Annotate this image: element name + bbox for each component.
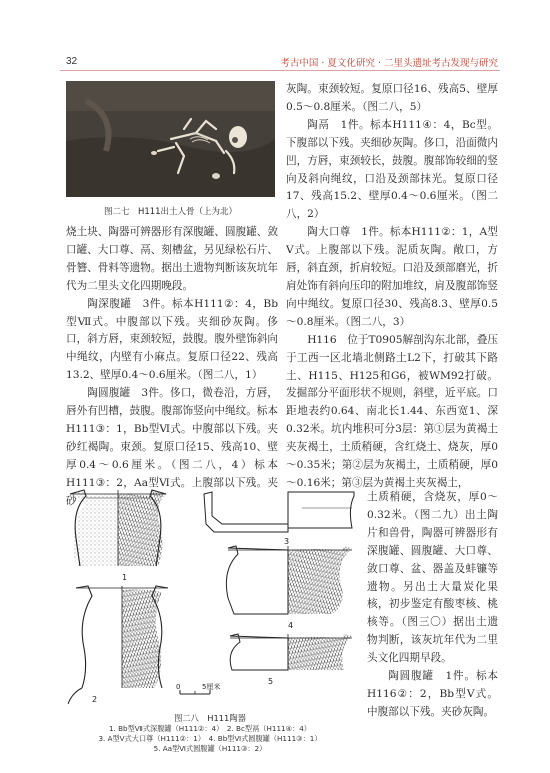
left-paragraph-3: 陶圆腹罐 3件。侈口，微卷沿，方唇，唇外有凹槽，鼓腹。腹部饰竖向中绳纹。标本H111③：1，Bb型Ⅵ式。中腹部以下残。夹砂红褐陶。束颈。复原口径15、残高10、壁厚0.4～0.6厘米。（图二八，4）标本H111③：2，Aa型Ⅵ式。上腹部以下残。夹砂 (66, 387, 278, 507)
right-paragraph-4: H116 位于T0905解剖沟东北部，叠压于工西一区北墙北侧路土L2下，打破其下路土、H115、H125和G6，被WM92打破。发掘部分平面形状不规则，斜壁，近平底。口距地表约0.64、南北长1.44、东西宽1、深0.32米。坑内堆积可分3层：第①层为黄褐土夹灰褐土，土质稍硬，含红烧土、烧灰，厚0～0.35米；第②层为灰褐土，土质稍硬，厚0～0.16米；第③层为黄褐土夹灰褐土， (286, 333, 498, 489)
figure-label-4: 4 (288, 621, 294, 630)
scale-label-zero: 0 (176, 683, 181, 691)
left-paragraph-2: 陶深腹罐 3件。标本H111②：4，Bb型Ⅶ式。中腹部以下残。夹细砂灰陶。侈口，斜方唇，束颈较短，鼓腹。腹外壁饰斜向中绳纹，内壁有小麻点。复原口径22、残高13.2、壁厚0.4～0.6厘米。（图二八，1） (66, 297, 278, 382)
figure-caption-line-2: 3. A型Ⅴ式大口尊（H111②：1） 4. Bb型Ⅵ式圆腹罐（H111③：1） (98, 734, 322, 743)
page-number: 32 (66, 56, 78, 67)
figure-caption-line-1: 1. Bb型Ⅶ式深腹罐（H111②：4） 2. Bc型鬲（H111④：4） (108, 724, 311, 733)
vessel-1-jar (70, 490, 166, 582)
vessel-5-round-jar (230, 634, 352, 686)
burial-photo (66, 81, 275, 197)
figure-label-2: 2 (92, 695, 98, 704)
figure-label-3: 3 (284, 537, 290, 546)
vessel-2-li-tripod (68, 586, 168, 704)
photo-caption: 图二七 H111出土人骨（上为北） (103, 207, 238, 217)
right-paragraph-2: 陶鬲 1件。标本H111④：4，Bc型。下腹部以下残。夹细砂灰陶。侈口，沿面微内凹，方唇，束颈较长，鼓腹。腹部饰较细的竖向及斜向绳纹，口沿及颈部抹光。复原口径17、残高15.2、壁厚0.4～0.6厘米。（图二八，2） (286, 118, 498, 221)
figure-label-5: 5 (268, 677, 274, 686)
right-paragraph-5: 土质稍硬，含烧灰，厚0～0.32米。（图二九）出土陶片和兽骨，陶器可辨器形有深腹罐、圆腹罐、大口尊、敛口尊、盆、器盖及蚌镰等遗物。另出土大量炭化果核，初步鉴定有酸枣核、桃核等。（图三〇）据出土遗物判断，该灰坑年代为二里头文化四期早段。 (367, 491, 498, 665)
vessel-4-round-jar (226, 546, 352, 630)
right-paragraph-3: 陶大口尊 1件。标本H111②：1，A型Ⅴ式。上腹部以下残。泥质灰陶。敞口，方唇，斜直颈，折肩较短。口沿及颈部磨光，折肩处饰有斜向压印的附加堆纹，肩及腹部饰竖向中绳纹。复原口径30、残高8.3、壁厚0.5～0.8厘米。（图二八，3） (286, 226, 498, 328)
left-paragraph-1: 烧土块、陶器可辨器形有深腹罐、圆腹罐、敛口罐、大口尊、鬲、刻槽盆，另见绿松石片、骨簪、骨料等遗物。据出土遗物判断该灰坑年代为二里头文化四期晚段。 (66, 226, 278, 292)
right-narrow-text (367, 489, 498, 722)
right-paragraph-6: 陶圆腹罐 1件。标本H116②：2，Bb型Ⅴ式。中腹部以下残。夹砂灰陶。 (367, 670, 498, 718)
figure-title: 图二八 H111陶器 (174, 713, 246, 723)
skeleton-image (66, 81, 275, 197)
page-header (0, 0, 550, 80)
scale-bar (176, 682, 220, 694)
left-column-text (66, 224, 278, 511)
figure-caption-line-3: 5. Aa型Ⅵ式圆腹罐（H111③：2） (153, 744, 267, 753)
right-column-text (286, 81, 498, 493)
right-paragraph-1: 灰陶。束颈较短。复原口径16、残高5、壁厚0.5～0.8厘米。（图二八，5） (286, 83, 498, 113)
scale-label-cm: 5厘米 (202, 683, 221, 691)
running-title: 考古中国 · 夏文化研究 · 二里头遗址考古发现与研究 (280, 58, 498, 69)
vessel-3-zun (204, 492, 354, 546)
figure-label-1: 1 (122, 573, 128, 582)
header-rule (60, 70, 500, 71)
pottery-figure (62, 488, 358, 713)
